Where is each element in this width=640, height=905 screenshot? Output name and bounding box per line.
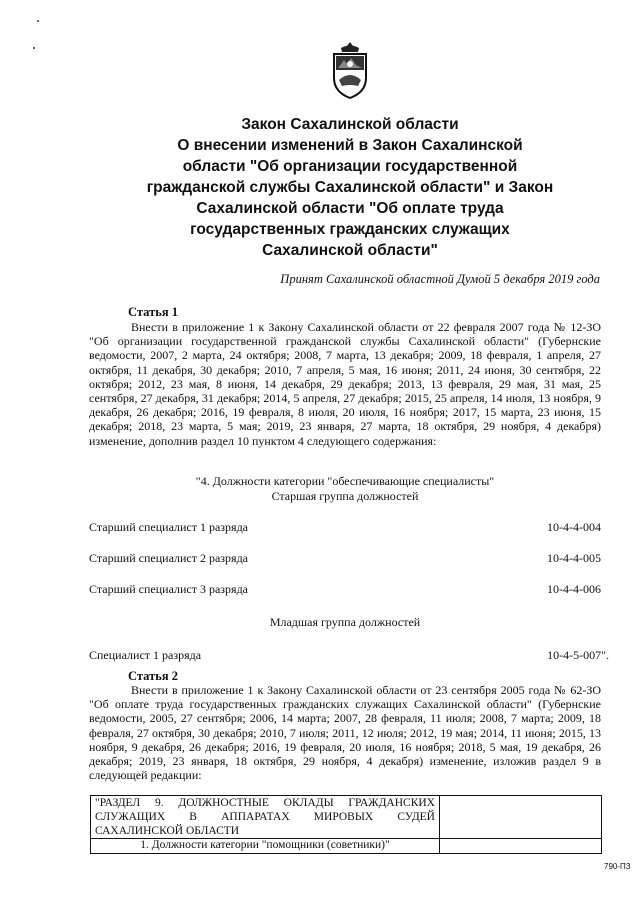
position-row [89, 648, 609, 663]
law-subject-line: области "Об организации государственной [182, 158, 518, 175]
position-code: 10-4-4-006 [547, 582, 601, 596]
position-name: Старший специалист 3 разряда [89, 582, 248, 596]
law-title: Закон Сахалинской области [241, 116, 459, 133]
position-code: 10-4-5-007". [547, 648, 609, 662]
document-code: 790-ПЗ [604, 862, 631, 871]
law-subject-line: гражданской службы Сахалинской области" и Закон [146, 179, 554, 196]
article-1-text: Внести в приложение 1 к Закону Сахалинской области от 22 февраля 2007 года № 12-ЗО "Об организации государственной гражданской службы Сахалинской области" (Губернские ведомости, 2007, 2 марта, 24 октября; 2008, 7 марта, 13 декабря; 2009, 18 февраля, 1 апреля, 27 октября, 11 декабря, 30 декабря; 2010, 7 апреля, 5 мая, 16 июня; 2011, 24 июня, 30 сентября, 22 октября; 2012, 23 мая, 8 июня, 14 декабря, 29 декабря; 2013, 13 февраля, 29 мая, 31 мая, 25 сентября, 27 декабря, 31 декабря; 2014, 5 апреля, 27 декабря; 2015, 25 апреля, 14 июля, 13 ноября, 9 декабря, 26 декабря; 2016, 19 февраля, 8 июля, 20 июля, 16 ноября; 2017, 15 марта, 23 июня, 15 декабря; 2018, 23 марта, 5 мая; 2019, 23 января, 27 марта, 18 октября, 29 ноября, 4 декабря) изменение, дополнив раздел 10 пунктом 4 следующего содержания: [89, 320, 601, 448]
position-name: Специалист 1 разряда [89, 648, 202, 662]
category-cell: 1. Должности категории "помощники (советники)" [91, 839, 440, 854]
empty-cell [440, 839, 602, 854]
position-name: Старший специалист 1 разряда [89, 520, 248, 534]
empty-cell [440, 796, 602, 839]
section-title-cell: "РАЗДЕЛ 9. ДОЛЖНОСТНЫЕ ОКЛАДЫ ГРАЖДАНСКИХ СЛУЖАЩИХ В АППАРАТАХ МИРОВЫХ СУДЕЙ САХАЛИНСКОЙ ОБЛАСТИ [91, 796, 440, 839]
position-category: "4. Должности категории "обеспечивающие специалисты" [195, 474, 495, 488]
adoption-note: Принят Сахалинской областной Думой 5 декабря 2019 года [280, 272, 600, 286]
article-1-heading: Статья 1 [128, 305, 178, 319]
law-subject-line: Сахалинской области "Об оплате труда [196, 200, 504, 217]
position-name: Старший специалист 2 разряда [89, 551, 248, 565]
article-2-heading: Статья 2 [128, 669, 178, 683]
position-row [89, 582, 609, 597]
scan-speck [33, 47, 35, 49]
scan-speck [37, 20, 39, 22]
coat-of-arms-icon [329, 40, 371, 100]
position-code: 10-4-4-004 [547, 520, 601, 534]
junior-group-heading: Младшая группа должностей [269, 615, 421, 629]
position-code: 10-4-4-005 [547, 551, 601, 565]
law-subject-line: О внесении изменений в Закон Сахалинской [177, 137, 523, 154]
law-subject-line: государственных гражданских служащих [190, 221, 510, 238]
position-row [89, 551, 609, 566]
position-row [89, 520, 609, 535]
senior-group-heading: Старшая группа должностей [271, 489, 419, 503]
article-2-text: Внести в приложение 1 к Закону Сахалинской области от 23 сентября 2005 года № 62-ЗО "Об оплате труда государственных гражданских служащих Сахалинской области" (Губернские ведомости, 2005, 27 сентября; 2006, 14 марта; 2007, 28 февраля, 11 июля; 2008, 7 марта; 2009, 18 февраля, 27 октября, 30 декабря; 2010, 7 июля; 2011, 12 июля; 2012, 19 мая; 2014, 11 июня; 2015, 13 ноября, 9 декабря, 26 декабря; 2016, 19 февраля, 20 июля, 16 ноября; 2018, 5 мая, 19 декабря, 26 декабря; 2019, 23 января, 18 октября, 29 ноября, 4 декабря) изменение, изложив раздел 9 в следующей редакции: [89, 683, 601, 783]
law-subject-line: Сахалинской области" [262, 242, 438, 259]
salary-section-table [90, 795, 602, 854]
